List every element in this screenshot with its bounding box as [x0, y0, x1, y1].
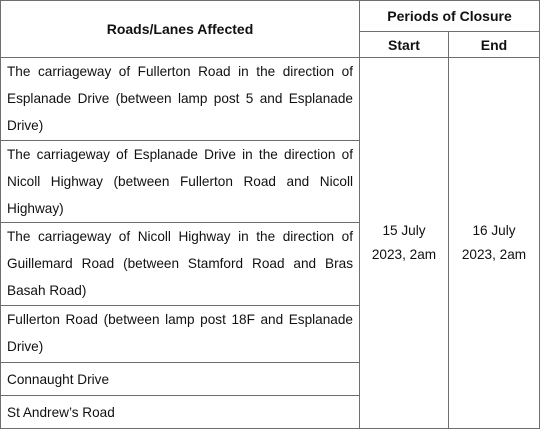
periods-of-closure-header: Periods of Closure — [360, 1, 540, 32]
road-cell: St Andrew’s Road — [1, 396, 360, 429]
road-cell: The carriageway of Fullerton Road in the direction of Esplanade Drive (between lamp post 5 and Esplanade Drive) — [1, 58, 360, 141]
start-time: 2023, 2am — [371, 247, 437, 262]
start-header: Start — [360, 32, 449, 58]
road-cell: Fullerton Road (between lamp post 18F and Esplanade Drive) — [1, 306, 360, 363]
end-header: End — [449, 32, 540, 58]
road-cell: The carriageway of Esplanade Drive in the direction of Nicoll Highway (between Fullerton Road and Nicoll Highway) — [1, 141, 360, 223]
closure-end-cell — [449, 58, 540, 429]
closure-start-cell — [360, 58, 449, 429]
roads-affected-header: Roads/Lanes Affected — [1, 1, 360, 58]
table-row — [1, 58, 540, 141]
end-date: 16 July — [472, 223, 516, 238]
end-time: 2023, 2am — [461, 247, 527, 262]
road-cell: Connaught Drive — [1, 363, 360, 396]
road-cell: The carriageway of Nicoll Highway in the direction of Guillemard Road (between Stamford Road and Bras Basah Road) — [1, 223, 360, 306]
start-date: 15 July — [382, 223, 426, 238]
